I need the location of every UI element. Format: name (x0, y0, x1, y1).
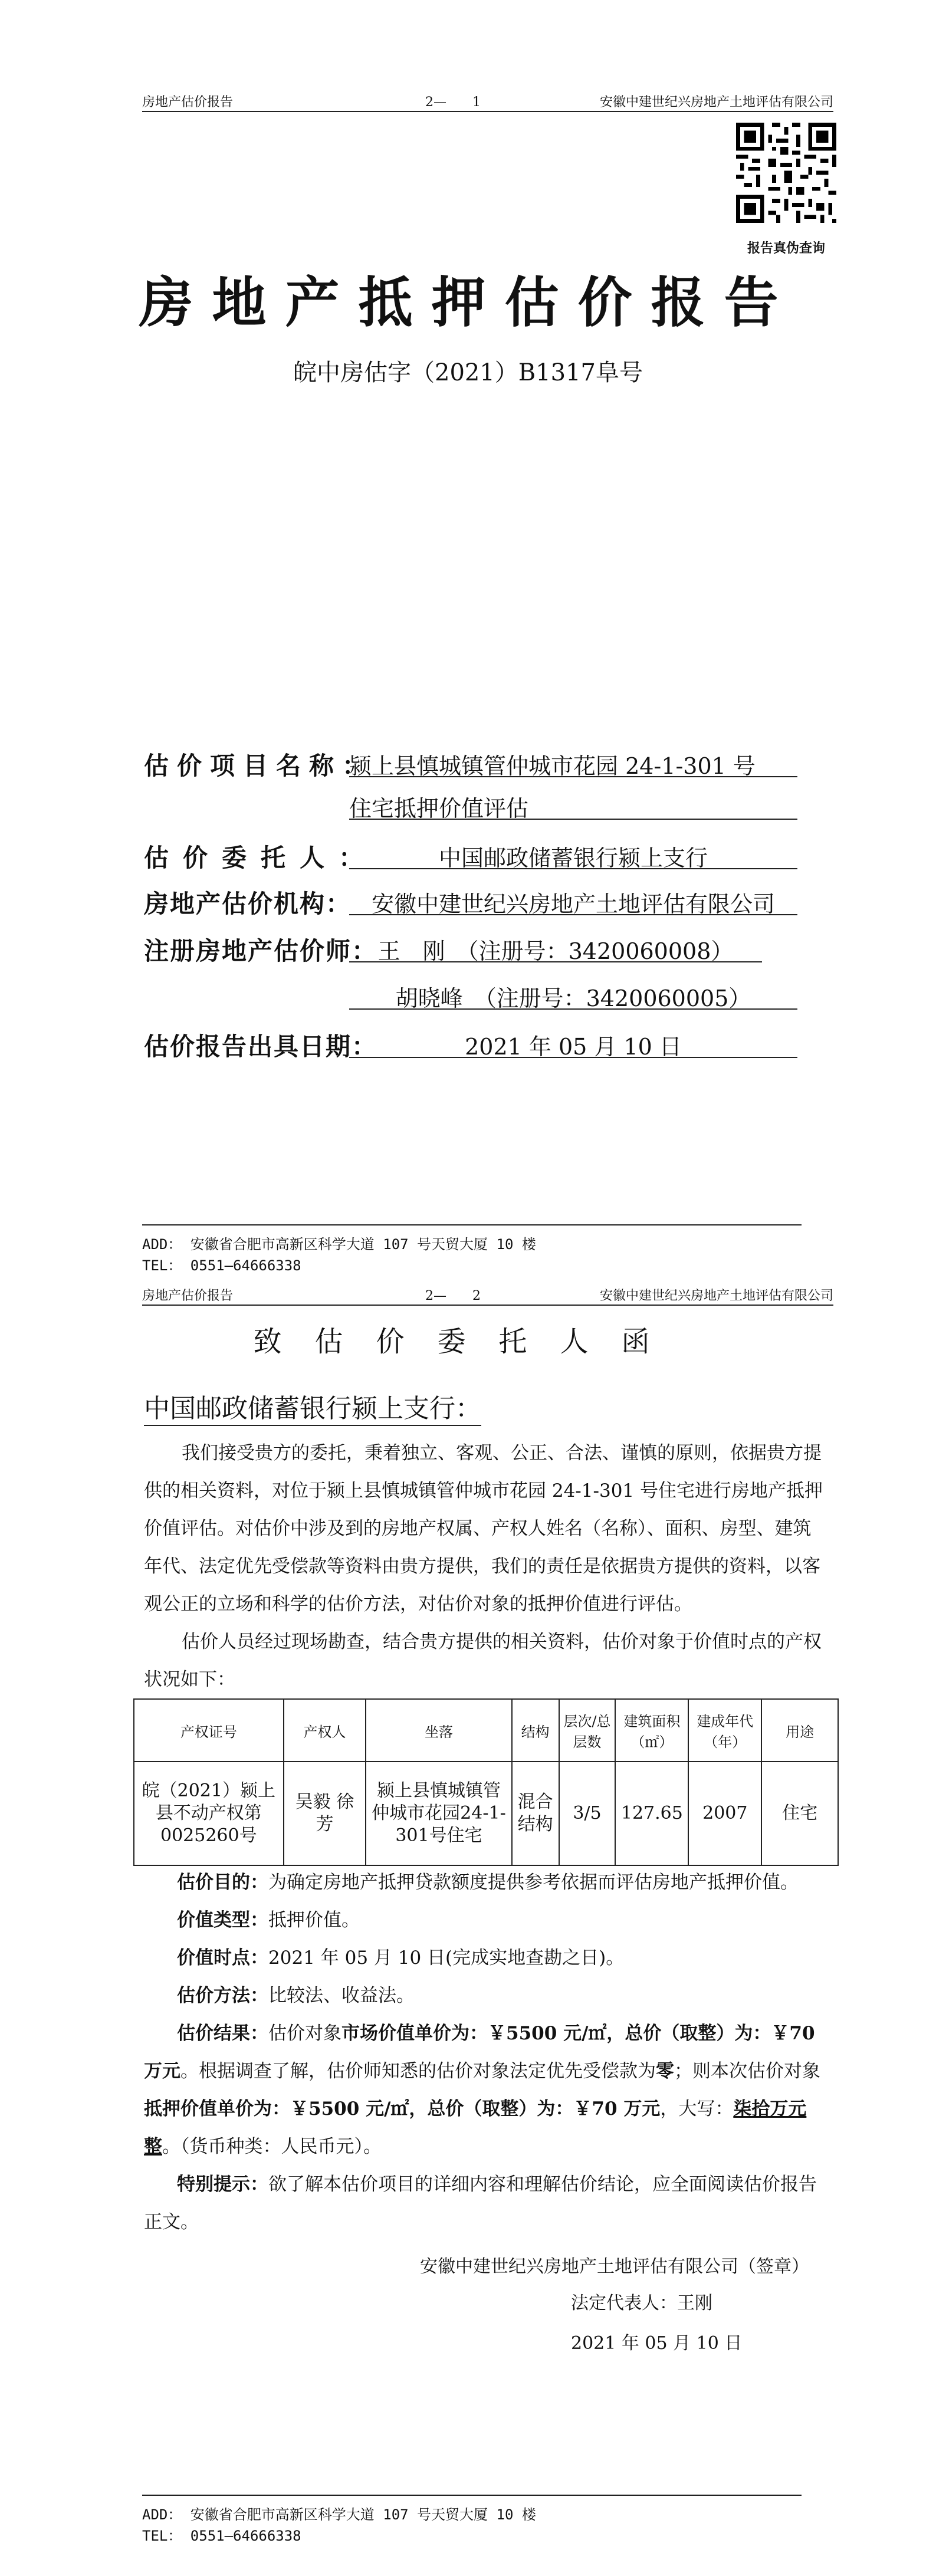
letter-addressee: 中国邮政储蓄银行颍上支行： (144, 1387, 481, 1426)
table-cell: 2007 (688, 1762, 761, 1865)
document-number: 皖中房估字（2021）B1317阜号 (293, 359, 643, 386)
page-header (142, 87, 833, 112)
agency-label: 房地产估价机构： (144, 889, 352, 918)
result-paragraph: 估价结果：估价对象市场价值单价为：￥5500 元/㎡，总价（取整）为：￥70 万元。根据调查了解，估价师知悉的估价对象法定优先受偿款为零；则本次估价对象抵押价值单价为：￥5500 元/㎡，总价（取整）为：￥70 万元，大写：柒拾万元整。（货币种类：人民币元）。 (144, 2023, 820, 2157)
table-cell: 混合结构 (512, 1762, 559, 1865)
agency-value: 安徽中建世纪兴房地产土地评估有限公司 (371, 891, 775, 917)
header-left: 房地产估价报告 (142, 1289, 234, 1303)
qr-code-icon[interactable] (736, 123, 836, 223)
result-label: 估价结果： (177, 2023, 268, 2044)
table-header: 层次/总层数 (559, 1699, 616, 1762)
table-cell: 127.65 (615, 1762, 688, 1865)
report-title: 房地产抵押估价报告 (139, 271, 797, 334)
table-cell: 皖（2021）颍上县不动产权第0025260号 (134, 1762, 284, 1865)
header-right: 安徽中建世纪兴房地产土地评估有限公司 (599, 1289, 833, 1303)
table-header: 建成年代（年） (688, 1699, 761, 1762)
table-header: 坐落 (366, 1699, 511, 1762)
market-value: 市场价值单价为：￥5500 元/㎡，总价（取整）为：￥70 万元 (144, 2023, 815, 2082)
project-underline-1 (349, 776, 797, 777)
table-header: 产权证号 (134, 1699, 284, 1762)
table-cell: 吴毅 徐芳 (284, 1762, 366, 1865)
purpose-item (177, 1864, 832, 1901)
method-value: 比较法、收益法。 (268, 1985, 415, 2006)
footer-rule (142, 2495, 802, 2496)
purpose-value: 为确定房地产抵押贷款额度提供参考依据而评估房地产抵押价值。 (268, 1872, 799, 1893)
qr-caption: 报告真伪查询 (747, 241, 825, 256)
footer-tel: TEL： 0551—64666338 (142, 2528, 301, 2544)
project-label: 估价项目名称： (144, 751, 376, 780)
letter-paragraph-1: 我们接受贵方的委托，秉着独立、客观、公正、合法、谨慎的原则，依据贵方提供的相关资料，对位于颍上县慎城镇管仲城市花园 24-1-301 号住宅进行房地产抵押价值评估。对估价中涉及到的房地产权属、产权人姓名（名称）、面积、房型、建筑年代、法定优先受偿款等资料由贵方提供，我们的责任是依据贵方提供的资料，以客观公正的立场和科学的估价方法，对估价对象的抵押价值进行评估。 (144, 1443, 823, 1615)
date-underline (349, 1057, 797, 1058)
value-time-label: 价值时点： (177, 1947, 268, 1969)
method-label: 估价方法： (177, 1985, 268, 2006)
signature-representative: 法定代表人：王刚 (571, 2293, 712, 2314)
table-row (134, 1762, 838, 1865)
value-time-value: 2021 年 05 月 10 日(完成实地查勘之日)。 (268, 1947, 625, 1969)
page-header-2 (142, 1281, 833, 1306)
value-type-value: 抵押价值。 (268, 1910, 360, 1931)
table-cell: 3/5 (559, 1762, 616, 1865)
purpose-label: 估价目的： (177, 1872, 268, 1893)
table-cell: 颍上县慎城镇管仲城市花园24-1-301号住宅 (366, 1762, 511, 1865)
date-value: 2021 年 05 月 10 日 (465, 1034, 682, 1060)
appraiser-label: 注册房地产估价师： (144, 937, 378, 965)
appraiser-1-underline (349, 961, 762, 962)
footer-rule (142, 1224, 802, 1225)
table-header: 结构 (512, 1699, 559, 1762)
amount-in-words: 柒拾万元整 (144, 2098, 807, 2157)
header-right: 安徽中建世纪兴房地产土地评估有限公司 (599, 95, 833, 110)
priority-payment: 零 (656, 2061, 674, 2082)
mortgage-value: 抵押价值单价为：￥5500 元/㎡，总价（取整）为：￥70 万元 (144, 2098, 661, 2120)
footer-address: ADD： 安徽省合肥市高新区科学大道 107 号天贸大厦 10 楼 (142, 1236, 536, 1253)
client-label: 估价委托人： (144, 843, 378, 872)
header-page-number: 2— 1 (425, 95, 481, 110)
client-underline (349, 868, 797, 869)
table-header: 建筑面积（㎡） (615, 1699, 688, 1762)
table-header: 产权人 (284, 1699, 366, 1762)
project-value-line1: 颍上县慎城镇管仲城市花园 24-1-301 号 (349, 753, 756, 779)
appraiser-2: 胡晓峰 （注册号：3420060005） (395, 985, 751, 1011)
project-value-line2: 住宅抵押价值评估 (349, 796, 529, 822)
appraiser-1: 王 刚 （注册号：3420060008） (377, 938, 734, 964)
table-header-row (134, 1699, 838, 1762)
property-table (133, 1698, 839, 1866)
letter-paragraph-2: 估价人员经过现场勘查，结合贵方提供的相关资料，估价对象于价值时点的产权状况如下： (144, 1631, 822, 1690)
client-value: 中国邮政储蓄银行颍上支行 (438, 845, 708, 871)
footer-address: ADD： 安徽省合肥市高新区科学大道 107 号天贸大厦 10 楼 (142, 2506, 536, 2523)
method-item (177, 1977, 832, 2015)
date-label: 估价报告出具日期： (144, 1032, 378, 1061)
agency-underline (349, 914, 797, 915)
table-header: 用途 (761, 1699, 838, 1762)
footer-tel: TEL： 0551—64666338 (142, 1257, 301, 1274)
letter-title: 致估价委托人函 (253, 1325, 683, 1358)
value-time-item (177, 1939, 832, 1977)
special-label: 特别提示： (177, 2174, 268, 2195)
table-cell: 住宅 (761, 1762, 838, 1865)
header-left: 房地产估价报告 (142, 95, 234, 110)
project-underline-2 (349, 819, 797, 820)
special-note (144, 2166, 832, 2241)
appraiser-2-underline (349, 1008, 797, 1010)
value-type-label: 价值类型： (177, 1910, 268, 1931)
page2-footer (142, 2504, 536, 2547)
signature-date: 2021 年 05 月 10 日 (571, 2333, 743, 2354)
page1-footer (142, 1234, 536, 1276)
special-value: 欲了解本估价项目的详细内容和理解估价结论，应全面阅读估价报告正文。 (144, 2174, 817, 2233)
signature-company: 安徽中建世纪兴房地产土地评估有限公司（签章） (420, 2256, 809, 2277)
value-type-item (177, 1901, 832, 1939)
header-page-number: 2— 2 (425, 1289, 481, 1303)
